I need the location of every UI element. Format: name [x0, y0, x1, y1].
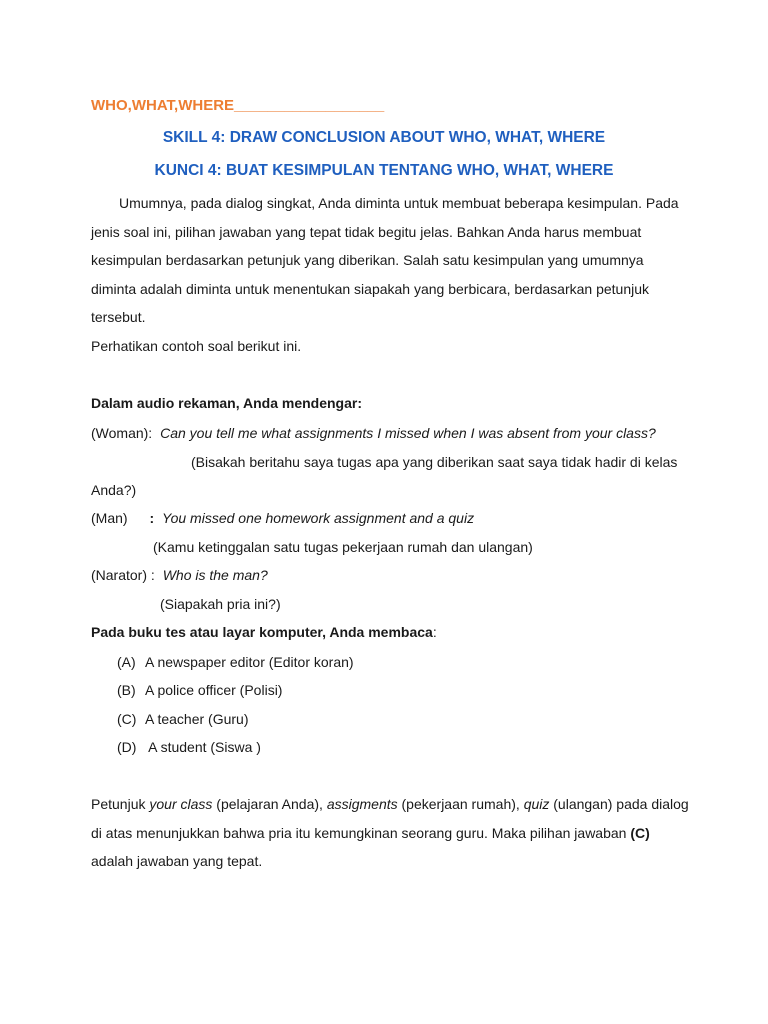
- option-letter: (D): [117, 739, 137, 755]
- section-header: [91, 97, 384, 115]
- narrator-line: [91, 566, 268, 584]
- explanation-text: (ulangan) pada dialog: [549, 796, 689, 812]
- woman-text: Can you tell me what assignments I missed when I was absent from your class?: [160, 425, 656, 441]
- woman-line: [91, 424, 656, 442]
- book-heading: [91, 623, 437, 641]
- option-letter: (B): [117, 682, 136, 698]
- intro-line-4: diminta adalah diminta untuk menentukan siapakah yang berbicara, berdasarkan petunjuk: [91, 281, 650, 297]
- man-text: You missed one homework assignment and a quiz: [162, 510, 475, 526]
- keyword-quiz: quiz: [523, 796, 550, 812]
- woman-translation-1: (Bisakah beritahu saya tugas apa yang diberikan saat saya tidak hadir di kelas: [191, 454, 678, 470]
- skill-title: SKILL 4: DRAW CONCLUSION ABOUT WHO, WHAT, WHERE: [162, 129, 606, 146]
- option-text: A student (Siswa ): [145, 739, 261, 755]
- keyword-assigments: assigments: [326, 796, 398, 812]
- option-letter: (A): [117, 654, 136, 670]
- explanation-line-2: [91, 824, 650, 842]
- woman-translation-2: Anda?): [91, 482, 137, 498]
- narrator-text: Who is the man?: [162, 567, 268, 583]
- explanation-line-3: adalah jawaban yang tepat.: [91, 853, 263, 869]
- intro-line-2: jenis soal ini, pilihan jawaban yang tepat tidak begitu jelas. Bahkan Anda harus membuat: [91, 224, 642, 240]
- option-text: A police officer (Polisi): [145, 682, 283, 698]
- keyword-your-class: your class: [149, 796, 213, 812]
- option-b: [117, 681, 282, 699]
- intro-line-3: kesimpulan berdasarkan petunjuk yang diberikan. Salah satu kesimpulan yang umumnya: [91, 252, 644, 268]
- option-letter: (C): [117, 711, 137, 727]
- narrator-speaker: (Narator) :: [91, 567, 155, 583]
- intro-note: Perhatikan contoh soal berikut ini.: [91, 338, 302, 354]
- man-line: [91, 509, 474, 527]
- explanation-text: di atas menunjukkan bahwa pria itu kemungkinan seorang guru. Maka pilihan jawaban: [91, 825, 631, 841]
- book-heading-text: Pada buku tes atau layar komputer, Anda membaca: [91, 624, 433, 640]
- kunci-title: KUNCI 4: BUAT KESIMPULAN TENTANG WHO, WHAT, WHERE: [154, 162, 614, 179]
- man-translation: (Kamu ketinggalan satu tugas pekerjaan rumah dan ulangan): [153, 539, 533, 555]
- audio-heading: Dalam audio rekaman, Anda mendengar:: [91, 395, 362, 411]
- man-speaker: (Man): [91, 510, 128, 526]
- option-d: [117, 738, 261, 756]
- man-colon: :: [149, 510, 155, 526]
- answer-label: (C): [630, 825, 650, 841]
- intro-line-5: tersebut.: [91, 309, 146, 325]
- explanation-text: Petunjuk: [91, 796, 150, 812]
- explanation-text: (pelajaran Anda),: [212, 796, 327, 812]
- option-c: [117, 710, 249, 728]
- option-text: A newspaper editor (Editor koran): [145, 654, 354, 670]
- intro-line-1: Umumnya, pada dialog singkat, Anda diminta untuk membuat beberapa kesimpulan. Pada: [119, 195, 679, 211]
- option-a: [117, 653, 354, 671]
- section-header-blank: __________________: [234, 97, 385, 114]
- woman-speaker: (Woman):: [91, 425, 153, 441]
- narrator-translation: (Siapakah pria ini?): [160, 596, 281, 612]
- option-text: A teacher (Guru): [145, 711, 249, 727]
- explanation-line-1: [91, 795, 689, 813]
- book-heading-colon: :: [432, 624, 437, 640]
- explanation-text: (pekerjaan rumah),: [397, 796, 524, 812]
- section-header-label: WHO,WHAT,WHERE: [91, 97, 235, 114]
